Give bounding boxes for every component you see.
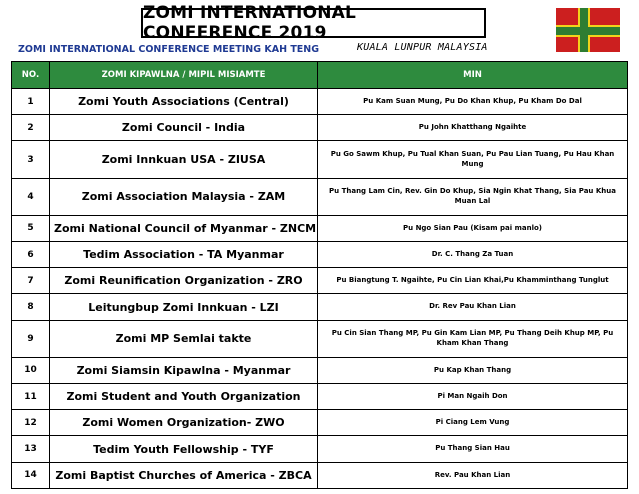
representatives: Pu Go Sawm Khup, Pu Tual Khan Suan, Pu Pau Lian Tuang, Pu Hau Khan Mung <box>318 141 628 178</box>
table-row <box>12 268 628 294</box>
representatives: Pu Thang Lam Cin, Rev. Gin Do Khup, Sia Ngin Khat Thang, Sia Pau Khua Muan Lal <box>318 178 628 215</box>
row-number: 13 <box>12 436 50 462</box>
organization-name: Zomi Innkuan USA - ZIUSA <box>50 141 318 178</box>
organization-name: Zomi Reunification Organization - ZRO <box>50 268 318 294</box>
table-row <box>12 178 628 215</box>
table-row <box>12 141 628 178</box>
table-row <box>12 242 628 268</box>
representatives: Pi Ciang Lem Vung <box>318 410 628 436</box>
row-number: 1 <box>12 89 50 115</box>
table-row <box>12 384 628 410</box>
row-number: 2 <box>12 115 50 141</box>
table-row <box>12 115 628 141</box>
organization-name: Zomi MP Semlai takte <box>50 320 318 357</box>
page-title: ZOMI INTERNATIONAL CONFERENCE 2019 <box>141 8 486 38</box>
representatives: Pu Kam Suan Mung, Pu Do Khan Khup, Pu Kham Do Dal <box>318 89 628 115</box>
table-row <box>12 89 628 115</box>
column-header-min: MIN <box>318 62 628 89</box>
representatives: Pu Thang Sian Hau <box>318 436 628 462</box>
row-number: 3 <box>12 141 50 178</box>
row-number: 9 <box>12 320 50 357</box>
row-number: 10 <box>12 357 50 383</box>
row-number: 8 <box>12 294 50 320</box>
flag-cross-horizontal <box>556 27 620 35</box>
row-number: 7 <box>12 268 50 294</box>
organization-name: Zomi Student and Youth Organization <box>50 384 318 410</box>
table-row <box>12 462 628 488</box>
row-number: 14 <box>12 462 50 488</box>
organization-name: Tedim Youth Fellowship - TYF <box>50 436 318 462</box>
representatives: Pu Cin Sian Thang MP, Pu Gin Kam Lian MP, Pu Thang Deih Khup MP, Pu Kham Khan Thang <box>318 320 628 357</box>
representatives: Pu John Khatthang Ngaihte <box>318 115 628 141</box>
table-header-row <box>12 62 628 89</box>
column-header-no: NO. <box>12 62 50 89</box>
table-row <box>12 320 628 357</box>
row-number: 12 <box>12 410 50 436</box>
organization-name: Leitungbup Zomi Innkuan - LZI <box>50 294 318 320</box>
table-row <box>12 436 628 462</box>
organization-name: Zomi National Council of Myanmar - ZNCM <box>50 215 318 241</box>
organization-name: Zomi Women Organization- ZWO <box>50 410 318 436</box>
representatives: Rev. Pau Khan Lian <box>318 462 628 488</box>
row-number: 6 <box>12 242 50 268</box>
zomi-flag-icon <box>556 8 620 52</box>
row-number: 5 <box>12 215 50 241</box>
table-row <box>12 215 628 241</box>
representatives: Pu Ngo Sian Pau (Kisam pai manlo) <box>318 215 628 241</box>
meeting-subtitle: ZOMI INTERNATIONAL CONFERENCE MEETING KAH TENG <box>18 44 320 55</box>
column-header-organization: ZOMI KIPAWLNA / MIPIL MISIAMTE <box>50 62 318 89</box>
representatives: Pi Man Ngaih Don <box>318 384 628 410</box>
organization-name: Zomi Council - India <box>50 115 318 141</box>
location-label: KUALA LUNPUR MALAYSIA <box>357 42 488 53</box>
row-number: 4 <box>12 178 50 215</box>
organization-name: Zomi Siamsin Kipawlna - Myanmar <box>50 357 318 383</box>
table-row <box>12 410 628 436</box>
table-row <box>12 357 628 383</box>
organization-name: Zomi Baptist Churches of America - ZBCA <box>50 462 318 488</box>
representatives: Pu Biangtung T. Ngaihte, Pu Cin Lian Khai,Pu Khamminthang Tunglut <box>318 268 628 294</box>
organization-name: Zomi Youth Associations (Central) <box>50 89 318 115</box>
delegates-table <box>11 61 628 489</box>
organization-name: Tedim Association - TA Myanmar <box>50 242 318 268</box>
row-number: 11 <box>12 384 50 410</box>
organization-name: Zomi Association Malaysia - ZAM <box>50 178 318 215</box>
representatives: Pu Kap Khan Thang <box>318 357 628 383</box>
representatives: Dr. C. Thang Za Tuan <box>318 242 628 268</box>
representatives: Dr. Rev Pau Khan Lian <box>318 294 628 320</box>
table-row <box>12 294 628 320</box>
